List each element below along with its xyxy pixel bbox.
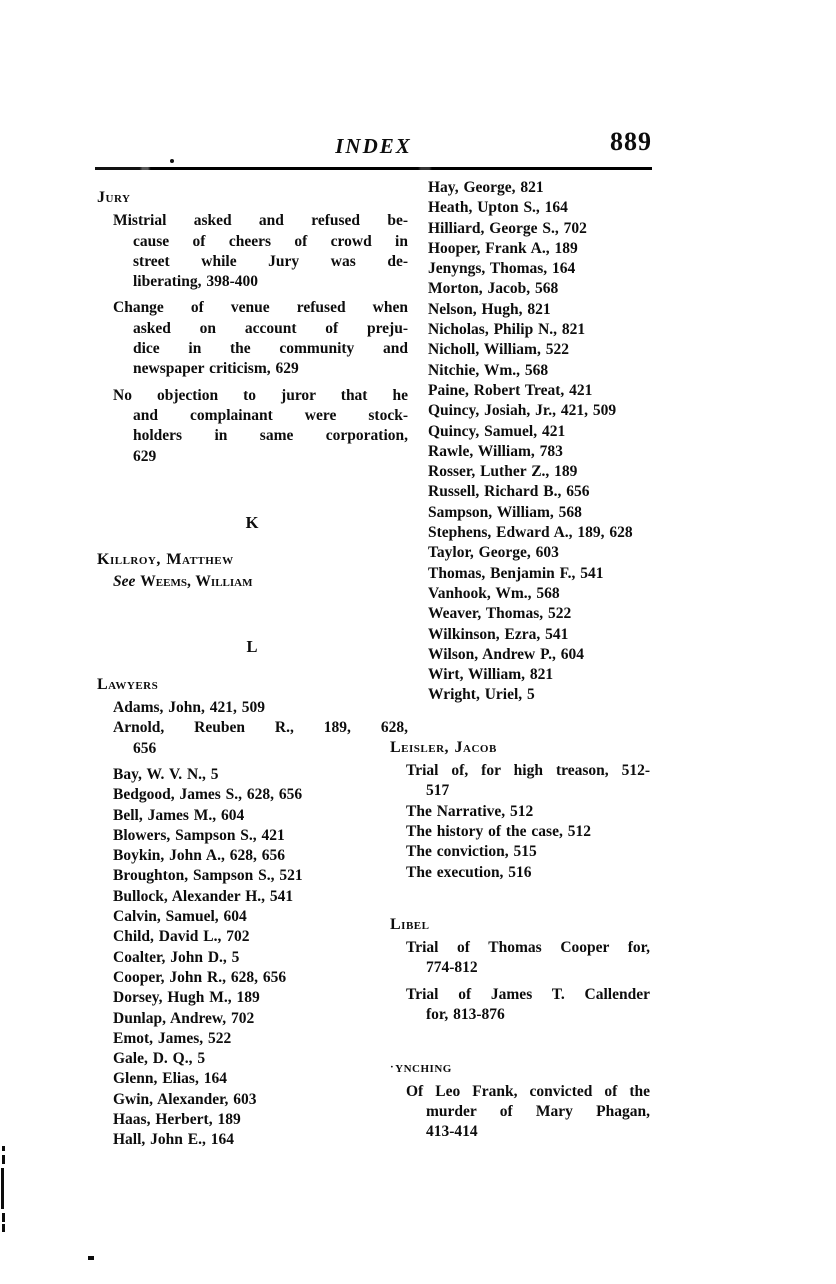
entry-line: Quincy, Josiah, Jr., 421, 509 — [428, 402, 617, 420]
entry-line: 629 — [133, 447, 157, 465]
entry-line: Change of venue refused when — [113, 299, 408, 317]
index-entry — [97, 887, 408, 907]
entry-line: Trial of James T. Callender — [406, 985, 650, 1003]
entry-line: cause of cheers of crowd in — [133, 232, 408, 250]
index-entry — [390, 320, 650, 340]
index-entry — [97, 968, 408, 988]
index-entry — [390, 340, 650, 360]
entry-line: Of Leo Frank, convicted of the — [406, 1082, 650, 1100]
entry-line: 774-812 — [426, 959, 478, 977]
index-entry — [97, 785, 408, 805]
entry-line: Russell, Richard B., 656 — [428, 483, 590, 501]
index-heading — [390, 1057, 650, 1078]
entry-line: Weaver, Thomas, 522 — [428, 605, 572, 623]
index-entry — [97, 1069, 408, 1089]
entry-line: Trial of, for high treason, 512- — [406, 762, 650, 780]
index-entry — [97, 907, 408, 927]
entry-line: 656 — [133, 739, 157, 757]
entry-line: newspaper criticism, 629 — [133, 360, 299, 378]
entry-line: Heath, Upton S., 164 — [428, 199, 568, 217]
index-entry — [97, 1009, 408, 1029]
entry-line: Trial of Thomas Cooper for, — [406, 939, 650, 957]
entry-line: 413-414 — [426, 1123, 478, 1141]
index-entry — [97, 765, 408, 785]
entry-line: Jenyngs, Thomas, 164 — [428, 260, 576, 278]
entry-line: Taylor, George, 603 — [428, 544, 559, 562]
entry-line: Nicholl, William, 522 — [428, 341, 569, 359]
index-column-right — [390, 178, 650, 1142]
scan-artifact — [2, 1224, 5, 1232]
index-heading — [97, 188, 408, 208]
entry-line: Vanhook, Wm., 568 — [428, 584, 560, 602]
index-entry — [97, 1130, 408, 1150]
entry-line: The conviction, 515 — [406, 843, 537, 861]
index-entry — [390, 219, 650, 239]
scan-artifact — [88, 1256, 94, 1260]
entry-line: Hall, John E., 164 — [113, 1131, 234, 1149]
index-entry — [390, 584, 650, 604]
index-entry — [390, 178, 650, 198]
index-entry — [390, 503, 650, 523]
index-entry — [97, 211, 408, 292]
index-entry — [390, 462, 650, 482]
heading-text: Libel — [390, 915, 430, 933]
entry-line: Wilkinson, Ezra, 541 — [428, 625, 569, 643]
page-number: 889 — [610, 127, 652, 156]
index-entry — [390, 625, 650, 645]
entry-line: The execution, 516 — [406, 863, 532, 881]
entry-line: Nelson, Hugh, 821 — [428, 300, 551, 318]
index-entry — [390, 761, 650, 802]
index-entry — [390, 564, 650, 584]
scan-artifact — [1, 1168, 4, 1209]
entry-line: and complainant were stock- — [133, 406, 408, 424]
print-defect-mark: · — [390, 1061, 395, 1074]
index-entry — [97, 1110, 408, 1130]
index-entry — [97, 386, 408, 467]
entry-line: Adams, John, 421, 509 — [113, 699, 265, 717]
entry-line: Rosser, Luther Z., 189 — [428, 463, 578, 481]
entry-line: Arnold, Reuben R., 189, 628, — [113, 719, 408, 737]
cross-reference — [97, 573, 408, 591]
index-heading — [390, 915, 650, 935]
index-entry — [390, 645, 650, 665]
index-entry — [97, 826, 408, 846]
index-entry — [97, 698, 408, 718]
section-letter: K — [245, 512, 260, 532]
entry-line: Calvin, Samuel, 604 — [113, 908, 247, 926]
entry-line: Cooper, John R., 628, 656 — [113, 968, 287, 986]
entry-line: liberating, 398-400 — [133, 273, 258, 291]
index-entry — [390, 802, 650, 822]
entry-line: for, 813-876 — [426, 1005, 505, 1023]
entry-line: murder of Mary Phagan, — [426, 1102, 650, 1120]
index-entry — [390, 239, 650, 259]
index-entry — [390, 482, 650, 502]
index-entry — [97, 988, 408, 1008]
index-entry — [390, 401, 650, 421]
scan-artifact — [2, 1146, 5, 1151]
entry-line: Bullock, Alexander H., 541 — [113, 887, 294, 905]
index-entry — [390, 863, 650, 883]
entry-line: The history of the case, 512 — [406, 822, 591, 840]
index-column-left — [97, 188, 408, 1151]
index-entry — [390, 822, 650, 842]
heading-text: ynching — [395, 1059, 452, 1077]
entry-line: Boykin, John A., 628, 656 — [113, 847, 285, 865]
index-entry — [390, 300, 650, 320]
index-entry — [390, 543, 650, 563]
entry-line: Dorsey, Hugh M., 189 — [113, 989, 260, 1007]
heading-text: Killroy, Matthew — [97, 551, 234, 569]
entry-line: dice in the community and — [133, 340, 408, 358]
entry-line: Mistrial asked and refused be- — [113, 212, 408, 230]
index-entry — [390, 381, 650, 401]
index-entry — [97, 948, 408, 968]
entry-line: Hooper, Frank A., 189 — [428, 239, 578, 257]
index-entry — [390, 604, 650, 624]
index-entry — [97, 1029, 408, 1049]
index-entry — [390, 985, 650, 1026]
see-label: See — [113, 573, 141, 591]
entry-line: Nitchie, Wm., 568 — [428, 361, 549, 379]
entry-line: Hilliard, George S., 702 — [428, 219, 587, 237]
index-heading — [390, 738, 650, 758]
index-entry — [390, 842, 650, 862]
index-entry — [97, 846, 408, 866]
index-entry — [97, 1090, 408, 1110]
index-entry — [97, 806, 408, 826]
entry-line: Quincy, Samuel, 421 — [428, 422, 566, 440]
scan-artifact — [2, 1155, 5, 1164]
entry-line: Stephens, Edward A., 189, 628 — [428, 524, 633, 542]
index-entry — [390, 523, 650, 543]
entry-line: Hay, George, 821 — [428, 179, 544, 196]
index-entry — [390, 665, 650, 685]
heading-text: Jury — [97, 189, 131, 206]
index-entry — [390, 685, 650, 705]
index-entry — [97, 1049, 408, 1069]
entry-line: Wilson, Andrew P., 604 — [428, 645, 585, 663]
entry-line: Bell, James M., 604 — [113, 806, 245, 824]
entry-line: Glenn, Elias, 164 — [113, 1070, 227, 1088]
entry-line: Bay, W. V. N., 5 — [113, 765, 219, 783]
index-heading — [97, 675, 408, 695]
entry-line: Dunlap, Andrew, 702 — [113, 1009, 255, 1027]
entry-line: street while Jury was de- — [133, 252, 408, 270]
scan-artifact — [2, 1213, 5, 1222]
entry-line: Bedgood, James S., 628, 656 — [113, 786, 303, 804]
entry-line: Haas, Herbert, 189 — [113, 1110, 241, 1128]
entry-line: The Narrative, 512 — [406, 802, 534, 820]
entry-line: Wirt, William, 821 — [428, 666, 554, 684]
index-entry — [97, 866, 408, 886]
page-title: INDEX — [335, 134, 412, 158]
entry-line: Blowers, Sampson S., 421 — [113, 826, 285, 844]
heading-text: Leisler, Jacob — [390, 738, 497, 756]
entry-line: Broughton, Sampson S., 521 — [113, 867, 303, 885]
entry-line: 517 — [426, 782, 450, 800]
entry-line: Morton, Jacob, 568 — [428, 280, 559, 298]
index-entry — [97, 718, 408, 759]
entry-line: No objection to juror that he — [113, 386, 408, 404]
entry-line: Gale, D. Q., 5 — [113, 1050, 206, 1068]
scan-artifact — [170, 159, 174, 163]
section-letter: L — [246, 637, 259, 657]
entry-line: Gwin, Alexander, 603 — [113, 1090, 257, 1108]
index-entry — [97, 298, 408, 379]
index-entry — [390, 938, 650, 979]
index-entry — [390, 442, 650, 462]
index-entry — [390, 198, 650, 218]
entry-line: Child, David L., 702 — [113, 928, 250, 946]
entry-line: Wright, Uriel, 5 — [428, 686, 535, 704]
see-target: Weems, William — [140, 573, 253, 591]
index-entry — [390, 259, 650, 279]
heading-text: Lawyers — [97, 675, 159, 693]
index-heading — [97, 550, 408, 570]
index-entry — [390, 279, 650, 299]
entry-line: Rawle, William, 783 — [428, 442, 563, 460]
header-rule — [95, 167, 652, 170]
entry-line: Paine, Robert Treat, 421 — [428, 381, 593, 399]
index-entry — [390, 361, 650, 381]
entry-line: holders in same corporation, — [133, 427, 408, 445]
entry-line: Sampson, William, 568 — [428, 503, 582, 521]
entry-line: Nicholas, Philip N., 821 — [428, 321, 586, 339]
entry-line: Coalter, John D., 5 — [113, 948, 240, 966]
index-entry — [97, 927, 408, 947]
entry-line: Thomas, Benjamin F., 541 — [428, 564, 604, 582]
entry-line: Emot, James, 522 — [113, 1029, 232, 1047]
entry-line: asked on account of preju- — [133, 319, 408, 337]
index-entry — [390, 422, 650, 442]
index-entry — [390, 1082, 650, 1143]
